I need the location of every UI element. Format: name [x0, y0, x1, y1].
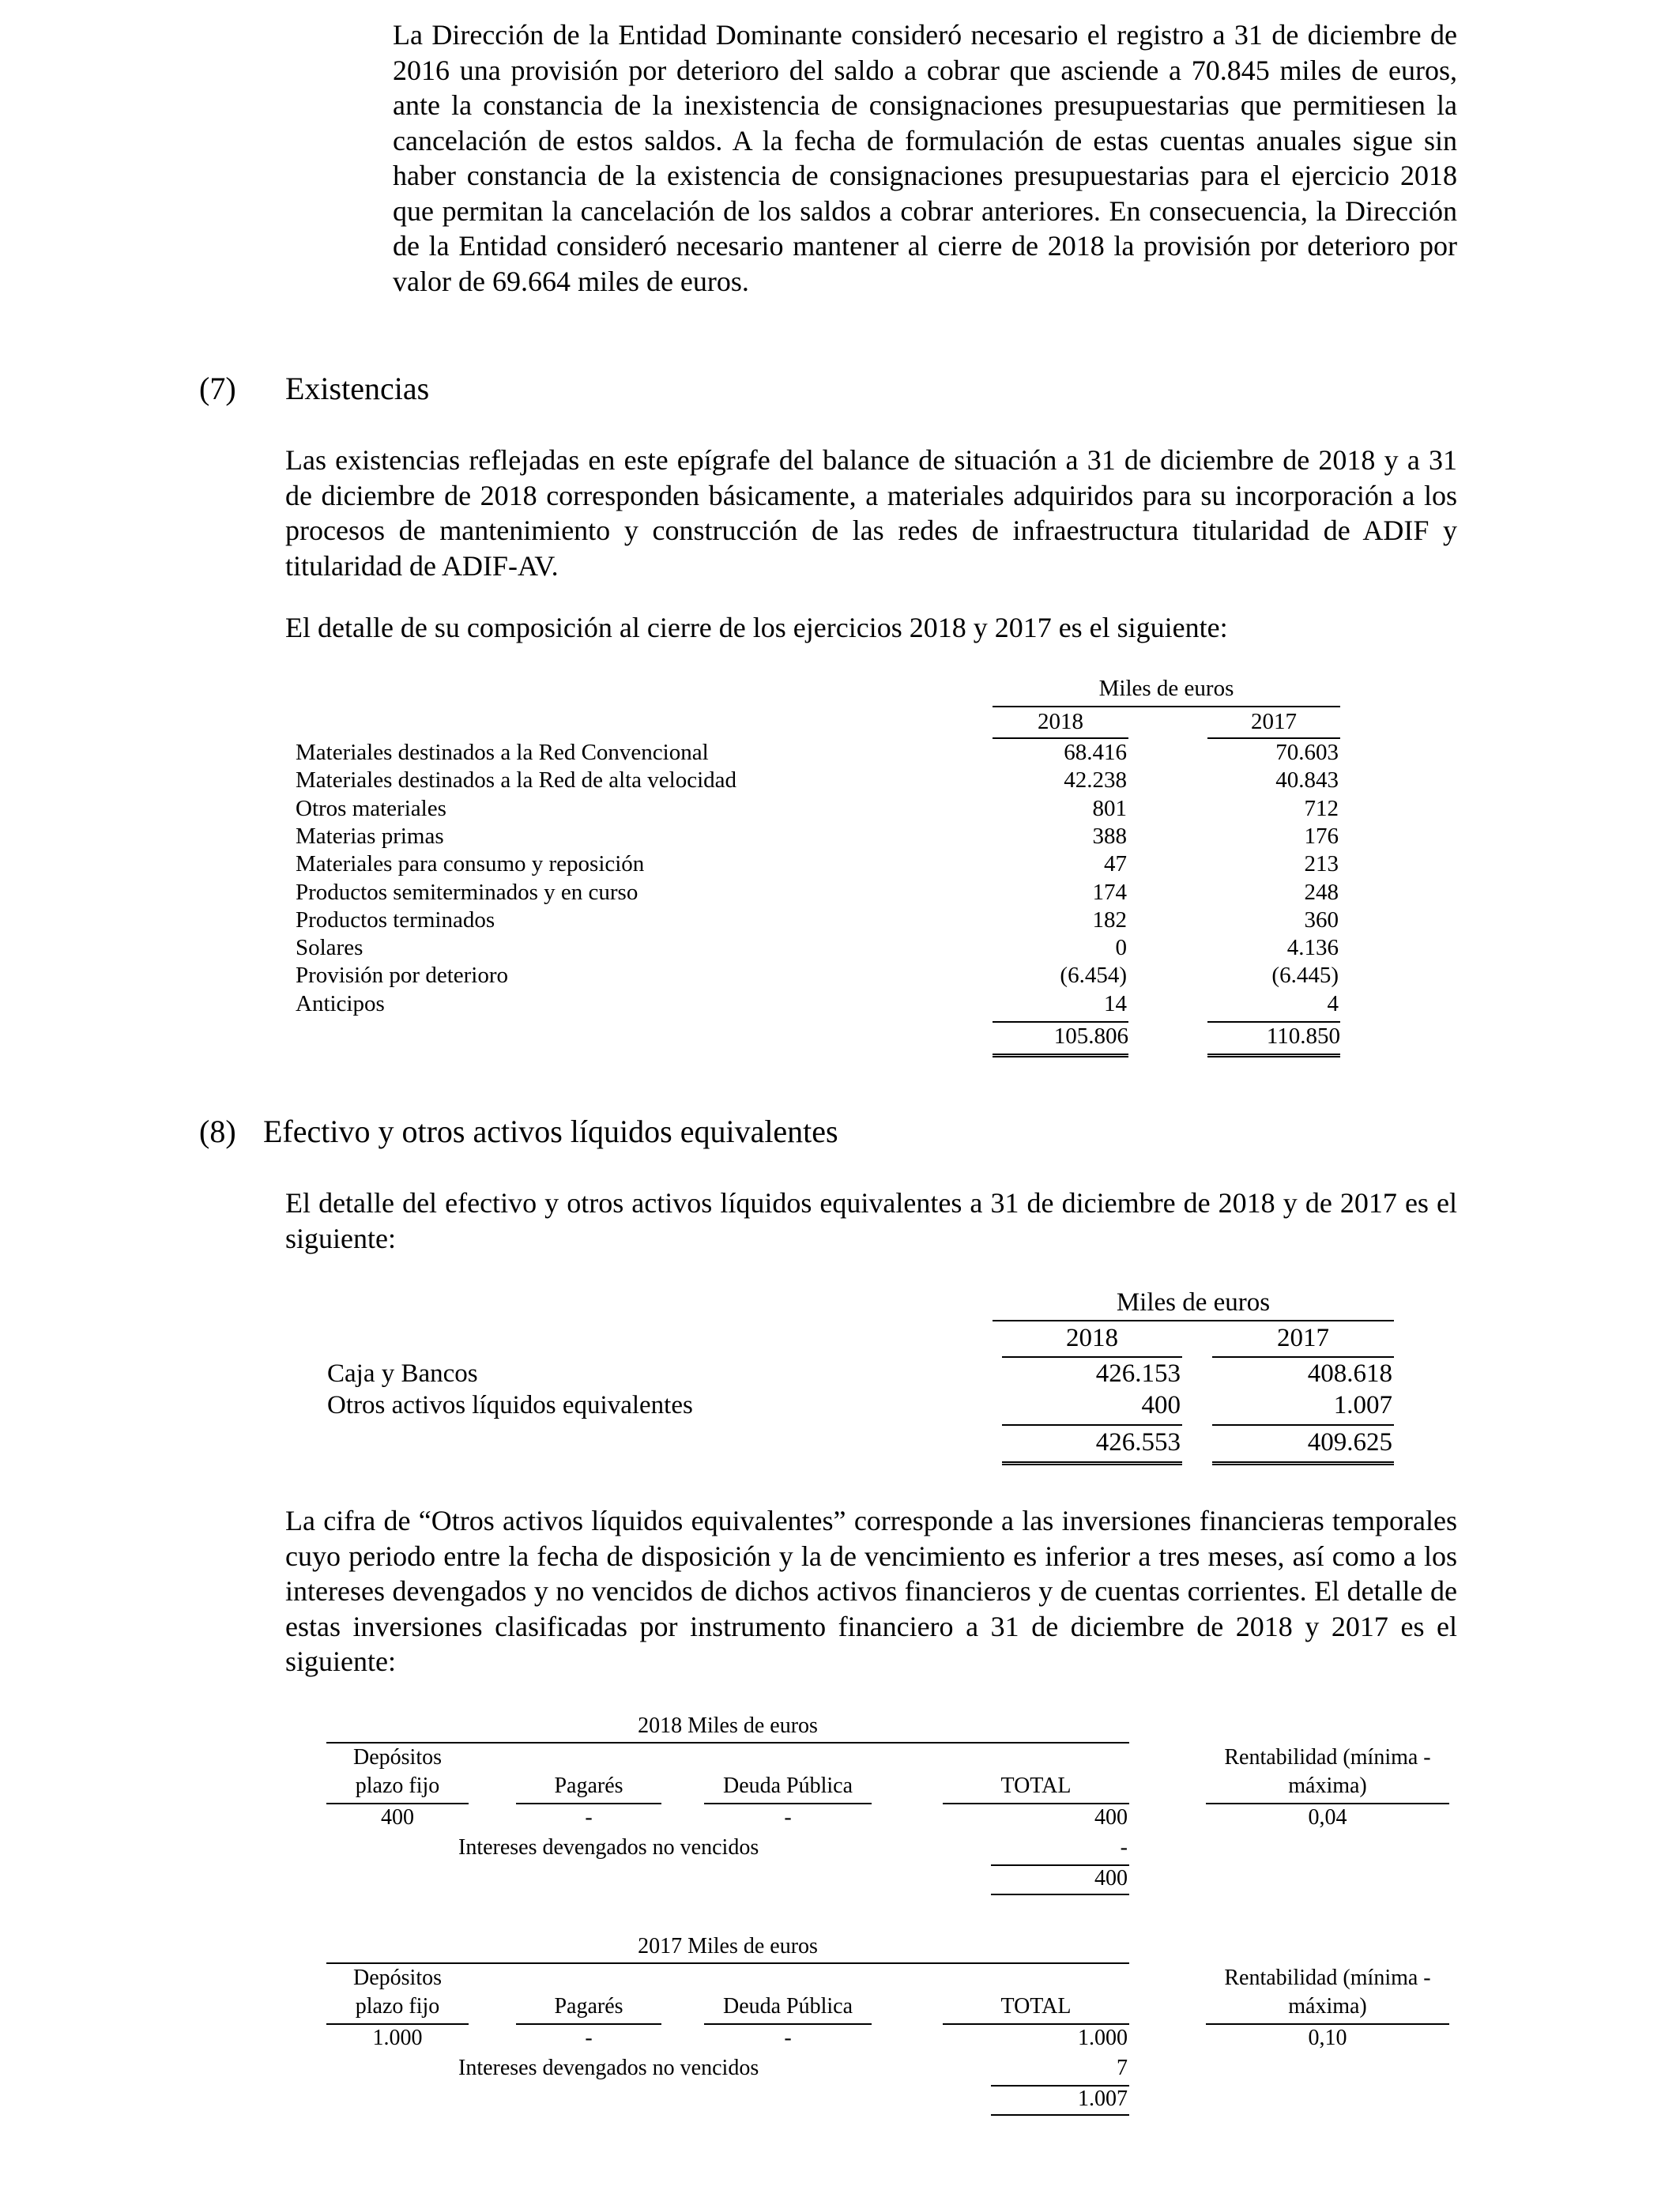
- rule: [1002, 1424, 1182, 1426]
- double-rule: [1207, 1054, 1340, 1057]
- section-8-paragraph: El detalle del efectivo y otros activos líquidos equivalentes a 31 de diciembre de 2018 y de 2017 es el siguiente:: [285, 1187, 1457, 1254]
- intereses-label: Intereses devengados no vencidos: [458, 2056, 759, 2080]
- table-title: 2018 Miles de euros: [638, 1713, 818, 1738]
- row-value-2018: 182: [1092, 907, 1127, 933]
- val-grand-total: 400: [1094, 1866, 1128, 1891]
- row-value-2018: 174: [1092, 880, 1127, 905]
- row-value-2018: 801: [1092, 796, 1127, 821]
- h-rentabilidad: Rentabilidad (mínima -: [1224, 1966, 1431, 1990]
- h-deuda-publica: Deuda Pública: [722, 1774, 853, 1798]
- row-value-2017: 4: [1327, 991, 1339, 1016]
- row-value-2018: 42.238: [1064, 767, 1127, 793]
- intereses-label: Intereses devengados no vencidos: [458, 1835, 759, 1860]
- row-value-2018: 400: [1141, 1391, 1181, 1419]
- double-rule: [993, 1054, 1128, 1057]
- row-value-2017: 712: [1304, 796, 1339, 821]
- row-value-2017: (6.445): [1271, 963, 1339, 988]
- val-deuda: -: [784, 2026, 792, 2050]
- row-value-2018: 0: [1115, 935, 1127, 960]
- h-maxima: máxima): [1288, 1774, 1367, 1798]
- val-depositos: 400: [381, 1805, 414, 1830]
- val-pagares: -: [585, 2026, 593, 2050]
- val-grand-total: 1.007: [1078, 2087, 1128, 2111]
- val-rentabilidad: 0,10: [1308, 2026, 1347, 2050]
- total-2018: 105.806: [1053, 1023, 1128, 1049]
- h-plazo-fijo: plazo fijo: [355, 1994, 440, 2019]
- row-label: Anticipos: [296, 991, 385, 1016]
- h-total: TOTAL: [1000, 1994, 1072, 2019]
- val-pagares: -: [585, 1805, 593, 1830]
- val-intereses: -: [1120, 1835, 1128, 1860]
- h-plazo-fijo: plazo fijo: [355, 1774, 440, 1798]
- section-8-paragraph-2: La cifra de “Otros activos líquidos equivalentes” corresponde a las inversiones financieras temporales cuyo periodo entre la fecha de disposición y la de vencimiento es inferior a tres meses, así como a los intereses devengados y no vencidos de dichos activos financieros y de cuentas corrientes. El detalle de estas inversiones clasificadas por instrumento financiero a 31 de diciembre de 2018 y 2017 es el siguiente:: [285, 1505, 1457, 1677]
- row-label: Productos semiterminados y en curso: [296, 880, 638, 905]
- row-value-2017: 213: [1304, 851, 1339, 876]
- rule: [993, 706, 1340, 707]
- row-value-2018: (6.454): [1060, 963, 1127, 988]
- row-value-2017: 70.603: [1275, 740, 1339, 765]
- row-value-2017: 248: [1304, 880, 1339, 905]
- h-pagares: Pagarés: [554, 1994, 623, 2019]
- col-2018-header: 2018: [1066, 1324, 1118, 1352]
- section-7-number: (7): [199, 371, 236, 406]
- row-label: Materiales para consumo y reposición: [296, 851, 645, 876]
- table-unit-header: Miles de euros: [1116, 1288, 1271, 1317]
- rule: [991, 1894, 1129, 1895]
- total-2017: 110.850: [1266, 1023, 1340, 1049]
- row-label: Materias primas: [296, 824, 444, 849]
- row-value-2018: 14: [1104, 991, 1127, 1016]
- row-label: Solares: [296, 935, 363, 960]
- row-value-2017: 40.843: [1275, 767, 1339, 793]
- h-depositos: Depósitos: [353, 1966, 442, 1990]
- row-value-2018: 68.416: [1064, 740, 1127, 765]
- h-depositos: Depósitos: [353, 1745, 442, 1770]
- table-title: 2017 Miles de euros: [638, 1934, 818, 1958]
- total-2017: 409.625: [1307, 1428, 1392, 1457]
- row-value-2018: 388: [1092, 824, 1127, 849]
- row-label: Materiales destinados a la Red de alta velocidad: [296, 767, 737, 793]
- val-depositos: 1.000: [372, 2026, 423, 2050]
- row-value-2017: 408.618: [1307, 1359, 1392, 1388]
- row-value-2017: 360: [1304, 907, 1339, 933]
- section-7-intro-table: El detalle de su composición al cierre de los ejercicios 2018 y 2017 es el siguiente:: [285, 612, 1228, 643]
- row-label: Materiales destinados a la Red Convencional: [296, 740, 709, 765]
- h-rentabilidad: Rentabilidad (mínima -: [1224, 1745, 1431, 1770]
- total-2018: 426.553: [1095, 1428, 1181, 1457]
- val-rentabilidad: 0,04: [1308, 1805, 1347, 1830]
- col-2017-header: 2017: [1251, 709, 1297, 734]
- col-2017-header: 2017: [1277, 1324, 1329, 1352]
- table-unit-header: Miles de euros: [1098, 676, 1234, 701]
- col-2018-header: 2018: [1038, 709, 1083, 734]
- rule: [993, 1320, 1394, 1321]
- intro-paragraph: La Dirección de la Entidad Dominante consideró necesario el registro a 31 de diciembre de 2016 una provisión por deterioro del saldo a cobrar que asciende a 70.845 miles de euros, ante la constancia de la inexistencia de consignaciones presupuestarias que permitiesen la cancelación de estos saldos. A la fecha de formulación de estas cuentas anuales sigue sin haber constancia de la existencia de consignaciones presupuestarias para el ejercicio 2018 que permitan la cancelación de los saldos a cobrar anteriores. En consecuencia, la Dirección de la Entidad consideró necesario mantener al cierre de 2018 la provisión por deterioro por valor de 69.664 miles de euros.: [393, 19, 1457, 297]
- row-label: Caja y Bancos: [327, 1359, 478, 1388]
- h-maxima: máxima): [1288, 1994, 1367, 2019]
- section-8-number: (8): [199, 1114, 236, 1149]
- row-label: Provisión por deterioro: [296, 963, 509, 988]
- val-total: 400: [1094, 1805, 1128, 1830]
- val-intereses: 7: [1117, 2056, 1128, 2080]
- double-rule: [1002, 1461, 1182, 1465]
- row-label: Otros materiales: [296, 796, 446, 821]
- row-label: Productos terminados: [296, 907, 495, 933]
- h-deuda-publica: Deuda Pública: [722, 1994, 853, 2019]
- row-value-2018: 47: [1104, 851, 1127, 876]
- h-total: TOTAL: [1000, 1774, 1072, 1798]
- rule: [991, 2114, 1129, 2116]
- val-deuda: -: [784, 1805, 792, 1830]
- row-value-2018: 426.153: [1095, 1359, 1181, 1388]
- section-8-title: Efectivo y otros activos líquidos equivalentes: [263, 1114, 838, 1149]
- h-pagares: Pagarés: [554, 1774, 623, 1798]
- row-label: Otros activos líquidos equivalentes: [327, 1391, 693, 1419]
- section-7-paragraph: Las existencias reflejadas en este epígrafe del balance de situación a 31 de diciembre de 2018 y a 31 de diciembre de 2018 corresponden básicamente, a materiales adquiridos para su incorporación a los procesos de mantenimiento y construcción de las redes de infraestructura titularidad de ADIF y titularidad de ADIF-AV.: [285, 444, 1457, 582]
- row-value-2017: 176: [1304, 824, 1339, 849]
- double-rule: [1212, 1461, 1394, 1465]
- row-value-2017: 4.136: [1286, 935, 1339, 960]
- row-value-2017: 1.007: [1333, 1391, 1392, 1419]
- val-total: 1.000: [1078, 2026, 1128, 2050]
- section-7-title: Existencias: [285, 371, 430, 406]
- rule: [1212, 1424, 1394, 1426]
